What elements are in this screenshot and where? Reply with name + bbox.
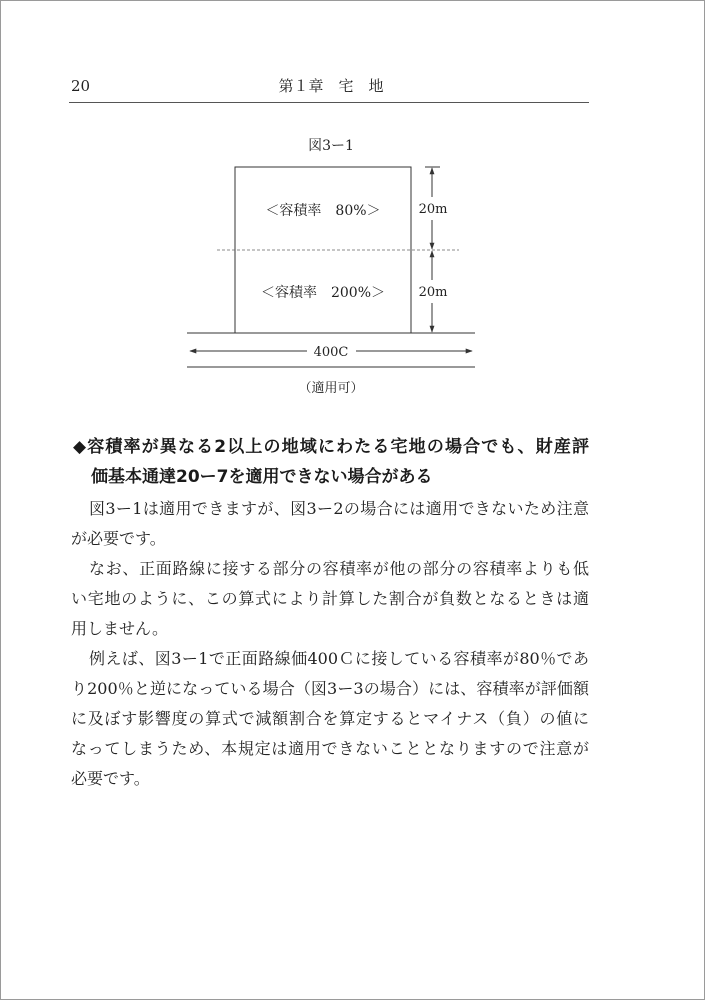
paragraph — [71, 554, 589, 644]
lower-zone-label: ＜容積率 200%＞ — [260, 285, 386, 301]
lower-depth-label: 20m — [418, 285, 448, 300]
heading-line: 価基本通達20ー7を適用できない場合がある — [91, 467, 433, 487]
paragraph-line: が必要です。 — [71, 529, 166, 548]
section-heading — [73, 432, 589, 492]
paragraph — [71, 494, 589, 554]
road-price-label: 400C — [313, 345, 349, 360]
figure-3-1 — [1, 1, 705, 411]
page-number: 20 — [71, 77, 91, 95]
upper-depth-label: 20m — [418, 202, 448, 217]
paragraph-line: 必要です。 — [71, 769, 150, 788]
paragraph-line: に及ぼす影響度の算式で減額割合を算定するとマイナス（負）の値に — [71, 709, 589, 728]
figure-note: （適用可） — [298, 381, 364, 396]
paragraph-line: 図3ー1は適用できますが、図3ー2の場合には適用できないため注意 — [89, 499, 589, 518]
figure-caption: 図3ー1 — [308, 138, 354, 154]
paragraph-line: 例えば、図3ー1で正面路線価400Ｃに接している容積率が80％であ — [89, 649, 589, 668]
body-text — [71, 494, 589, 794]
paragraph-line: 用しません。 — [71, 619, 168, 638]
upper-zone-label: ＜容積率 80%＞ — [265, 203, 381, 219]
heading-line: ◆容積率が異なる2以上の地域にわたる宅地の場合でも、財産評 — [73, 437, 589, 457]
chapter-title: 第１章 宅 地 — [278, 77, 384, 95]
paragraph-line: なお、正面路線に接する部分の容積率が他の部分の容積率よりも低 — [89, 559, 589, 578]
paragraph-line: い宅地のように、この算式により計算した割合が負数となるときは適 — [71, 589, 589, 608]
paragraph-line: なってしまうため、本規定は適用できないこととなりますので注意が — [71, 739, 589, 758]
paragraph — [71, 644, 589, 794]
paragraph-line: り200％と逆になっている場合（図3ー3の場合）には、容積率が評価額 — [71, 679, 589, 698]
